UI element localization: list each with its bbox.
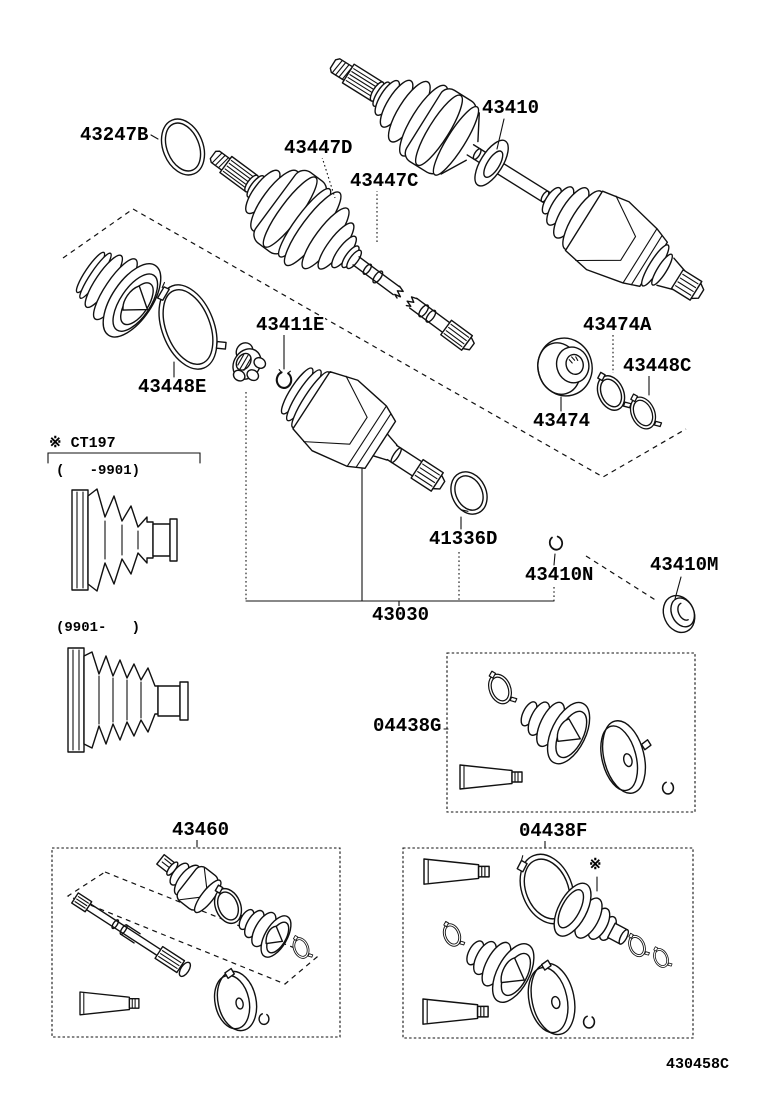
part-label-43448e: 43448E xyxy=(138,376,207,398)
part-label-43474a: 43474A xyxy=(583,314,652,336)
ring-41336d xyxy=(444,466,494,520)
part-label-43447d: 43447D xyxy=(284,137,353,159)
snap-ring-43411e xyxy=(277,370,291,388)
part-label-43448c: 43448C xyxy=(623,355,692,377)
boot-profile-early xyxy=(72,489,177,591)
part-label-43247b: 43247B xyxy=(80,124,149,146)
part-label-43410n: 43410N xyxy=(525,564,594,586)
clamp-43448c xyxy=(624,388,663,435)
range-early-label: ( -9901) xyxy=(56,463,141,479)
reference-mark: ※ xyxy=(49,435,62,452)
boot-kit-box-04438f xyxy=(403,842,693,1039)
cap-43410m xyxy=(658,591,701,638)
part-label-43410m: 43410M xyxy=(650,554,719,576)
part-label-43411e: 43411E xyxy=(256,314,325,336)
range-late-label: (9901- ) xyxy=(56,620,141,636)
outboard-boot-43448e xyxy=(63,235,172,347)
part-label-43030: 43030 xyxy=(372,604,430,626)
inboard-joint-housing xyxy=(269,352,465,520)
snap-ring-43410n xyxy=(548,535,564,551)
part-label-43474: 43474 xyxy=(533,410,591,432)
part-label-41336d: 41336D xyxy=(429,528,498,550)
model-code: CT197 xyxy=(70,435,116,452)
shaft-kit-box-43460 xyxy=(52,843,340,1037)
seal-ring-43247b xyxy=(154,113,213,182)
tripod-spider xyxy=(222,340,271,390)
part-label-43410: 43410 xyxy=(482,97,540,119)
boot-profile-late xyxy=(68,648,188,752)
variant-bracket xyxy=(48,453,200,463)
part-label-43460: 43460 xyxy=(172,819,230,841)
drawing-code: 430458C xyxy=(666,1056,730,1073)
part-label-04438f: 04438F xyxy=(519,820,588,842)
reference-mark-kit: ※ xyxy=(589,857,602,874)
part-label-04438g: 04438G xyxy=(373,715,442,737)
part-label-43447c: 43447C xyxy=(350,170,419,192)
variant-header xyxy=(48,436,117,451)
damper-43474 xyxy=(531,332,598,402)
boot-kit-box-04438g xyxy=(447,653,695,812)
